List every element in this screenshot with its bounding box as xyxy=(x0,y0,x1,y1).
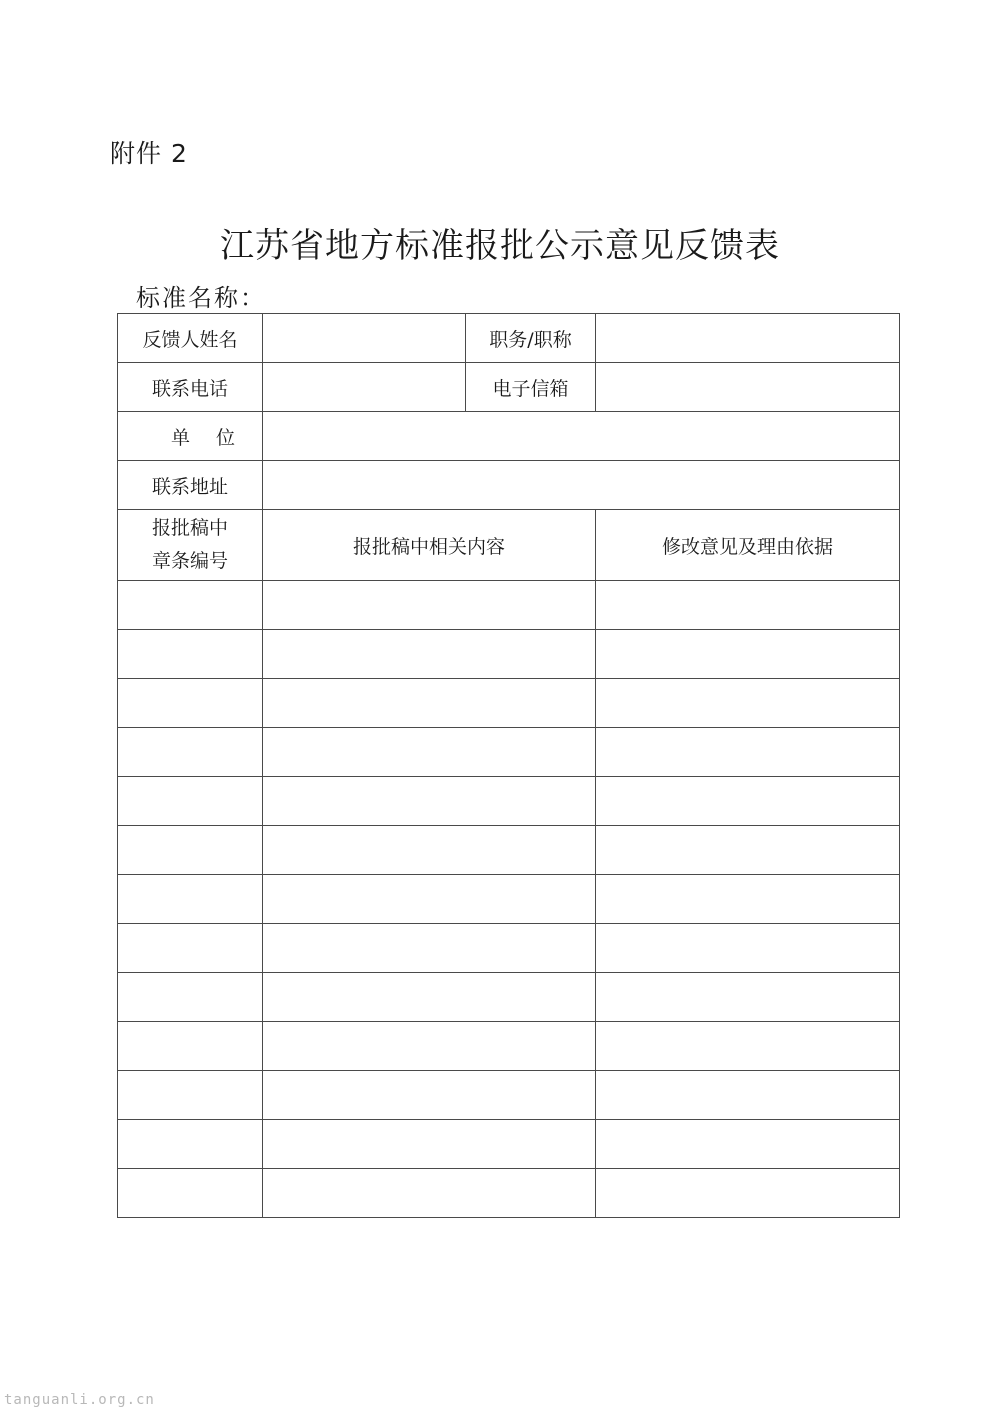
opinion-cell[interactable] xyxy=(596,679,900,728)
table-row xyxy=(118,581,900,630)
content-cell[interactable] xyxy=(263,679,596,728)
content-cell[interactable] xyxy=(263,581,596,630)
table-row xyxy=(118,1071,900,1120)
table-row xyxy=(118,875,900,924)
content-cell[interactable] xyxy=(263,777,596,826)
table-row xyxy=(118,924,900,973)
unit-label-char-1: 单 xyxy=(170,426,190,449)
clause-header-line-2: 章条编号 xyxy=(151,550,228,572)
form-row-address xyxy=(118,461,900,510)
clause-header-line-1: 报批稿中 xyxy=(151,517,228,539)
opinion-cell[interactable] xyxy=(596,973,900,1022)
content-cell[interactable] xyxy=(263,1071,596,1120)
attachment-label: 附件 2 xyxy=(110,139,188,168)
email-field[interactable] xyxy=(596,363,900,412)
unit-field[interactable] xyxy=(263,412,900,461)
content-cell[interactable] xyxy=(263,728,596,777)
unit-label xyxy=(118,412,263,461)
name-label: 反馈人姓名 xyxy=(118,314,263,363)
table-row xyxy=(118,1169,900,1218)
opinion-cell[interactable] xyxy=(596,728,900,777)
clause-number-cell[interactable] xyxy=(118,728,263,777)
opinion-cell[interactable] xyxy=(596,1120,900,1169)
form-row-unit xyxy=(118,412,900,461)
feedback-form-table xyxy=(117,313,900,1218)
clause-number-cell[interactable] xyxy=(118,826,263,875)
content-cell[interactable] xyxy=(263,1120,596,1169)
phone-field[interactable] xyxy=(263,363,466,412)
opinion-cell[interactable] xyxy=(596,875,900,924)
position-field[interactable] xyxy=(596,314,900,363)
clause-number-cell[interactable] xyxy=(118,1169,263,1218)
opinion-cell[interactable] xyxy=(596,1169,900,1218)
opinion-cell[interactable] xyxy=(596,1071,900,1120)
opinion-cell[interactable] xyxy=(596,924,900,973)
clause-number-cell[interactable] xyxy=(118,1120,263,1169)
address-field[interactable] xyxy=(263,461,900,510)
content-cell[interactable] xyxy=(263,924,596,973)
clause-number-header xyxy=(118,510,263,581)
unit-label-char-2: 位 xyxy=(215,426,235,449)
table-row xyxy=(118,973,900,1022)
clause-number-cell[interactable] xyxy=(118,924,263,973)
table-row xyxy=(118,777,900,826)
email-label: 电子信箱 xyxy=(466,363,596,412)
table-row xyxy=(118,826,900,875)
page-title: 江苏省地方标准报批公示意见反馈表 xyxy=(220,226,780,266)
watermark: tanguanli.org.cn xyxy=(4,1392,155,1408)
form-row-name xyxy=(118,314,900,363)
table-row xyxy=(118,728,900,777)
clause-number-cell[interactable] xyxy=(118,581,263,630)
standard-name-label: 标准名称： xyxy=(136,284,266,312)
content-cell[interactable] xyxy=(263,1022,596,1071)
clause-number-cell[interactable] xyxy=(118,973,263,1022)
opinion-cell[interactable] xyxy=(596,1022,900,1071)
form-header-row xyxy=(118,510,900,581)
opinion-cell[interactable] xyxy=(596,581,900,630)
clause-number-cell[interactable] xyxy=(118,1071,263,1120)
phone-label: 联系电话 xyxy=(118,363,263,412)
opinion-cell[interactable] xyxy=(596,826,900,875)
position-label: 职务/职称 xyxy=(466,314,596,363)
opinion-header: 修改意见及理由依据 xyxy=(596,510,900,581)
clause-number-cell[interactable] xyxy=(118,875,263,924)
name-field[interactable] xyxy=(263,314,466,363)
clause-number-cell[interactable] xyxy=(118,630,263,679)
address-label: 联系地址 xyxy=(118,461,263,510)
table-row xyxy=(118,1022,900,1071)
opinion-cell[interactable] xyxy=(596,777,900,826)
content-cell[interactable] xyxy=(263,973,596,1022)
clause-number-cell[interactable] xyxy=(118,777,263,826)
table-row xyxy=(118,679,900,728)
clause-number-cell[interactable] xyxy=(118,679,263,728)
table-row xyxy=(118,1120,900,1169)
content-header: 报批稿中相关内容 xyxy=(263,510,596,581)
content-cell[interactable] xyxy=(263,630,596,679)
content-cell[interactable] xyxy=(263,1169,596,1218)
content-cell[interactable] xyxy=(263,826,596,875)
form-row-phone xyxy=(118,363,900,412)
clause-number-cell[interactable] xyxy=(118,1022,263,1071)
opinion-cell[interactable] xyxy=(596,630,900,679)
content-cell[interactable] xyxy=(263,875,596,924)
table-row xyxy=(118,630,900,679)
